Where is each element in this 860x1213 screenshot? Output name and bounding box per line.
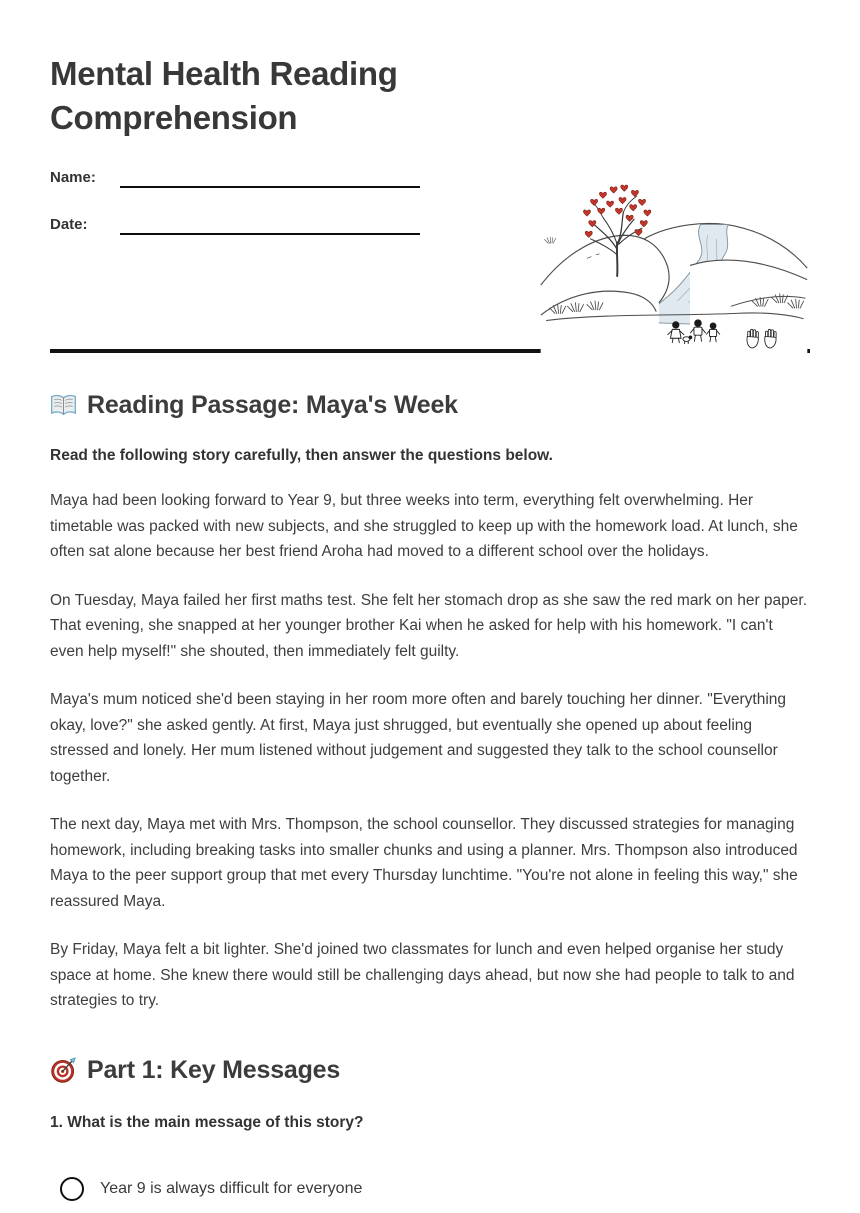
date-label: Date: [50, 216, 88, 233]
part1-heading [50, 1056, 810, 1085]
question-1-option-1[interactable] [60, 1177, 810, 1201]
passage-paragraph: Maya had been looking forward to Year 9, but three weeks into term, everything felt overwhelming. Her timetable was packed with new subjects, and she struggled to keep up with the homework load. At lunch, she often sat alone because her best friend Aroha had moved to a different school over the holidays. [50, 492, 798, 560]
option-label: Year 9 is always difficult for everyone [100, 1179, 363, 1197]
part1-heading-text: Part 1: Key Messages [87, 1055, 341, 1084]
passage-heading-text: Reading Passage: Maya's Week [87, 391, 458, 419]
passage-heading [50, 391, 810, 420]
name-label: Name: [50, 169, 96, 186]
passage-paragraph: By Friday, Maya felt a bit lighter. She'd joined two classmates for lunch and even helped organise her study space at home. She knew there would still be challenging days ahead, but now she had people to talk to and strategies to try. [50, 941, 795, 1009]
passage-paragraph: Maya's mum noticed she'd been staying in her room more often and barely touching her dinner. "Everything okay, love?" she asked gently. At first, Maya just shrugged, but eventually she opened up about feeling stressed and lonely. Her mum listened without judgement and suggested they talk to the school counsellor together. [50, 691, 787, 785]
passage-paragraph: The next day, Maya met with Mrs. Thompson, the school counsellor. They discussed strategies for managing homework, including breaking tasks into smaller chunks and using a planner. Mrs. Thompson also introduced Maya to the peer support group that met every Thursday lunchtime. "You're not alone in feeling this way," she reassured Maya. [50, 816, 798, 910]
page-title: Mental Health Reading Comprehension [50, 55, 398, 136]
passage-instruction: Read the following story carefully, then answer the questions below. [50, 447, 553, 464]
question-1-label: 1. What is the main message of this story? [50, 1113, 364, 1131]
reading-passage [50, 488, 810, 1014]
passage-paragraph: On Tuesday, Maya failed her first maths test. She felt her stomach drop as she saw the red mark on her paper. That evening, she snapped at her younger brother Kai when he asked for help with his homework. "I can't even help myself!" she shouted, then immediately felt guilty. [50, 591, 808, 660]
landscape-illustration [540, 150, 808, 372]
name-input-line[interactable] [120, 168, 420, 188]
target-icon [50, 1057, 77, 1084]
radio-button[interactable] [60, 1177, 84, 1201]
open-book-icon [50, 392, 77, 419]
worksheet-page [0, 52, 860, 1201]
date-input-line[interactable] [120, 215, 420, 235]
